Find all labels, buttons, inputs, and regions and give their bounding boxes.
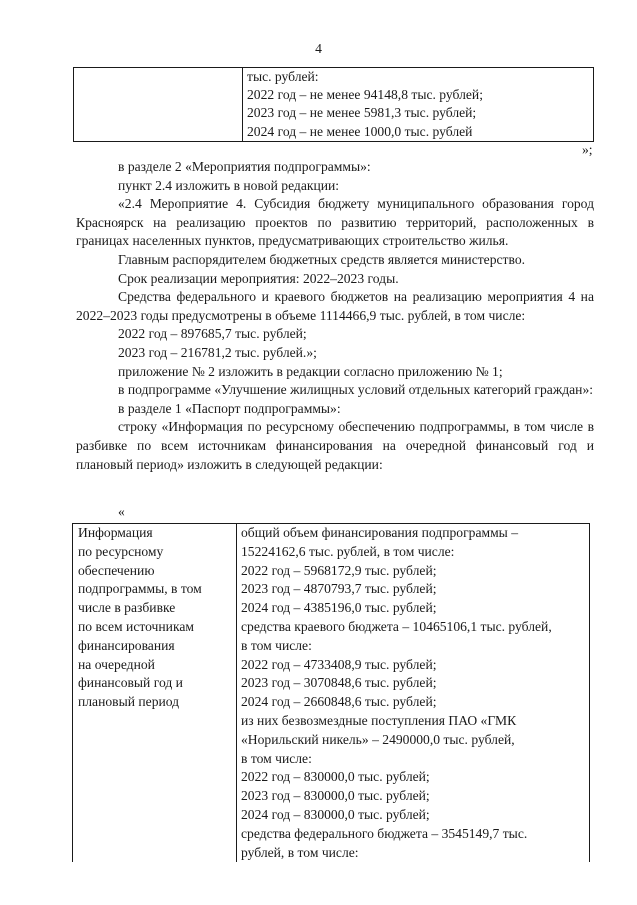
paragraph: в подпрограмме «Улучшение жилищных условий отдельных категорий граждан»: [118, 382, 594, 398]
value-line: «Норильский никель» – 2490000,0 тыс. рублей, [241, 731, 515, 747]
page-number: 4 [315, 41, 322, 56]
top-table-line: 2023 год – не менее 5981,3 тыс. рублей; [247, 105, 477, 121]
top-table-line: 2022 год – не менее 94148,8 тыс. рублей; [247, 87, 483, 103]
value-line: 2023 год – 4870793,7 тыс. рублей; [241, 581, 437, 597]
value-line: 2024 год – 4385196,0 тыс. рублей; [241, 600, 437, 616]
paragraph: 2022 год – 897685,7 тыс. рублей; [118, 326, 307, 342]
passport-value-cell [237, 524, 590, 863]
label-line: подпрограммы, в том [78, 581, 202, 597]
paragraph: строку «Информация по ресурсному обеспечению подпрограммы, в том числе в разбивке по всем источникам финансирования на очередной финансовый год и плановый период» изложить в следующей редакции: [76, 419, 594, 472]
paragraph: в разделе 2 «Мероприятия подпрограммы»: [118, 159, 371, 174]
top-table-line: 2024 год – не менее 1000,0 тыс. рублей [247, 123, 473, 139]
value-line: рублей, в том числе: [241, 844, 359, 860]
label-line: плановый период [78, 694, 180, 710]
value-line: 2022 год – 4733408,9 тыс. рублей; [241, 656, 437, 672]
paragraph: «2.4 Мероприятие 4. Субсидия бюджету муниципального образования город Красноярск на реализацию проектов по развитию территорий, расположенных в границах населенных пунктов, предусматривающих строительство жилья. [76, 196, 594, 249]
paragraph: пункт 2.4 изложить в новой редакции: [118, 177, 340, 193]
opening-quote: « [118, 504, 125, 519]
value-line: в том числе: [241, 750, 312, 766]
paragraph: Средства федерального и краевого бюджетов на реализацию мероприятия 4 на 2022–2023 годы предусмотрены в объеме 1114466,9 тыс. рублей, в том числе: [76, 289, 594, 323]
label-line: финансовый год и [78, 675, 183, 691]
value-line: 2023 год – 3070848,6 тыс. рублей; [241, 675, 437, 691]
top-table-left-cell [74, 68, 243, 142]
top-table [73, 67, 594, 142]
value-line: 2022 год – 830000,0 тыс. рублей; [241, 769, 430, 785]
paragraph: приложение № 2 изложить в редакции согласно приложению № 1; [118, 363, 503, 379]
value-line: средства краевого бюджета – 10465106,1 тыс. рублей, [241, 618, 552, 634]
top-table-line: тыс. рублей: [247, 69, 319, 84]
label-line: обеспечению [78, 562, 155, 578]
value-line: 2022 год – 5968172,9 тыс. рублей; [241, 562, 437, 578]
label-line: финансирования [78, 637, 175, 653]
closing-quote: »; [582, 142, 593, 157]
paragraph: 2023 год – 216781,2 тыс. рублей.»; [118, 344, 317, 360]
passport-table [72, 523, 590, 862]
value-line: 15224162,6 тыс. рублей, в том числе: [241, 543, 455, 559]
label-line: Информация [78, 525, 153, 540]
label-line: по ресурсному [78, 543, 164, 559]
value-line: 2023 год – 830000,0 тыс. рублей; [241, 788, 430, 804]
value-line: 2024 год – 830000,0 тыс. рублей; [241, 806, 430, 822]
paragraph: в разделе 1 «Паспорт подпрограммы»: [118, 400, 341, 416]
label-line: по всем источникам [78, 618, 194, 634]
label-line: числе в разбивке [78, 600, 176, 616]
value-line: в том числе: [241, 637, 312, 653]
top-table-right-cell [243, 68, 594, 142]
passport-label-cell [73, 524, 237, 863]
body-text [76, 158, 594, 474]
value-line: из них безвозмездные поступления ПАО «ГМК [241, 712, 517, 728]
value-line: общий объем финансирования подпрограммы – [241, 525, 519, 540]
paragraph: Срок реализации мероприятия: 2022–2023 годы. [118, 270, 399, 286]
value-line: средства федерального бюджета – 3545149,7 тыс. [241, 825, 528, 841]
value-line: 2024 год – 2660848,6 тыс. рублей; [241, 694, 437, 710]
label-line: на очередной [78, 656, 155, 672]
paragraph: Главным распорядителем бюджетных средств является министерство. [118, 251, 526, 267]
